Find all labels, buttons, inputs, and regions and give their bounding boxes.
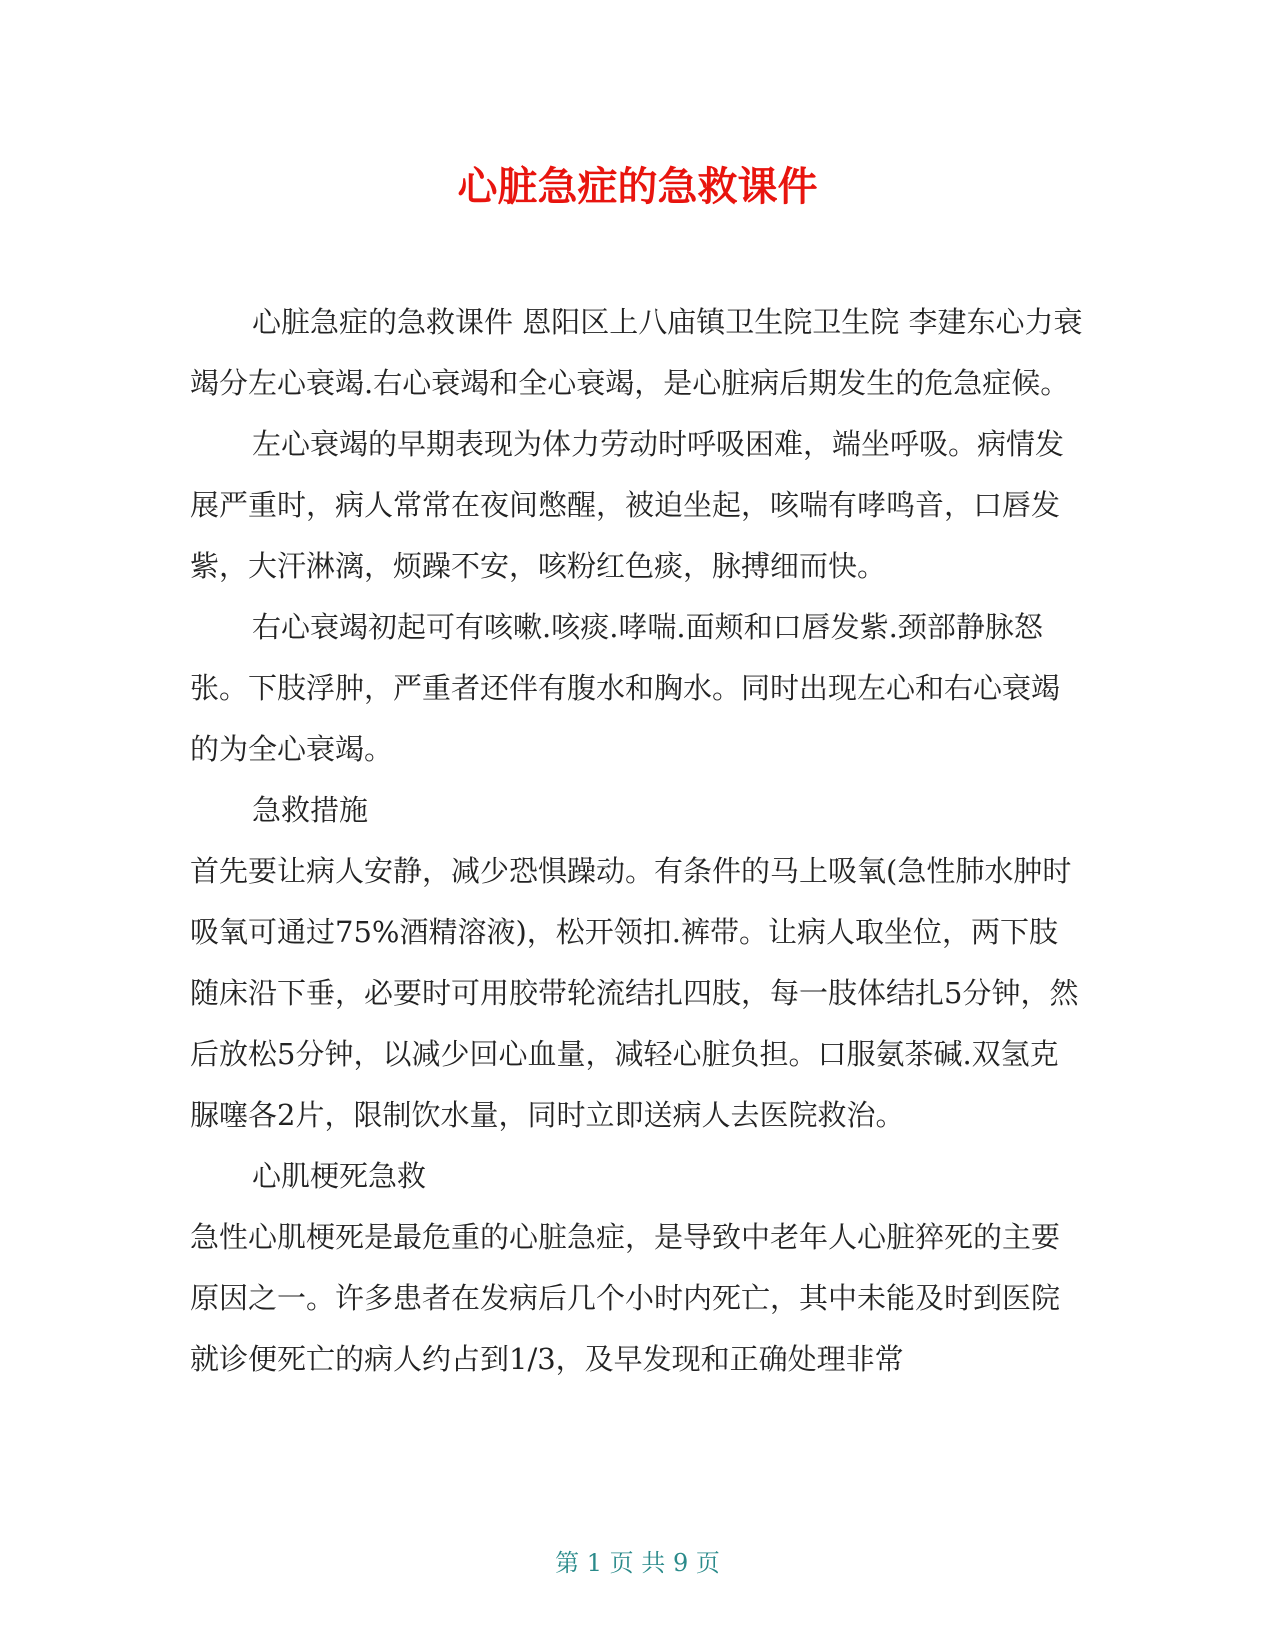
- paragraph-intro: 心脏急症的急救课件 恩阳区上八庙镇卫生院卫生院 李建东心力衰竭分左心衰竭.右心衰竭和全心衰竭，是心脏病后期发生的危急症候。: [190, 305, 1083, 400]
- heading-myocardial-infarction: 心肌梗死急救: [252, 1159, 427, 1193]
- heading-first-aid-measures: 急救措施: [252, 793, 369, 827]
- paragraph-first-aid-measures: 首先要让病人安静，减少恐惧躁动。有条件的马上吸氧(急性肺水肿时吸氧可通过75%酒精溶液)，松开领扣.裤带。让病人取坐位，两下肢随床沿下垂，必要时可用胶带轮流结扎四肢，每一肢体结扎5分钟，然后放松5分钟，以减少回心血量，减轻心脏负担。口服氨茶碱.双氢克脲噻各2片，限制饮水量，同时立即送病人去医院救治。: [190, 854, 1079, 1132]
- document-body: [190, 292, 1085, 1390]
- document-title: 心脏急症的急救课件: [457, 164, 818, 210]
- paragraph-right-heart-failure: 右心衰竭初起可有咳嗽.咳痰.哮喘.面颊和口唇发紫.颈部静脉怒张。下肢浮肿，严重者还伴有腹水和胸水。同时出现左心和右心衰竭的为全心衰竭。: [190, 610, 1061, 766]
- paragraph-myocardial-infarction: 急性心肌梗死是最危重的心脏急症，是导致中老年人心脏猝死的主要原因之一。许多患者在发病后几个小时内死亡，其中未能及时到医院就诊便死亡的病人约占到1/3，及早发现和正确处理非常: [190, 1220, 1061, 1376]
- page-footer: 第 1 页 共 9 页: [555, 1549, 720, 1577]
- paragraph-left-heart-failure: 左心衰竭的早期表现为体力劳动时呼吸困难，端坐呼吸。病情发展严重时，病人常常在夜间憋醒，被迫坐起，咳喘有哮鸣音，口唇发紫，大汗淋漓，烦躁不安，咳粉红色痰，脉搏细而快。: [190, 427, 1065, 583]
